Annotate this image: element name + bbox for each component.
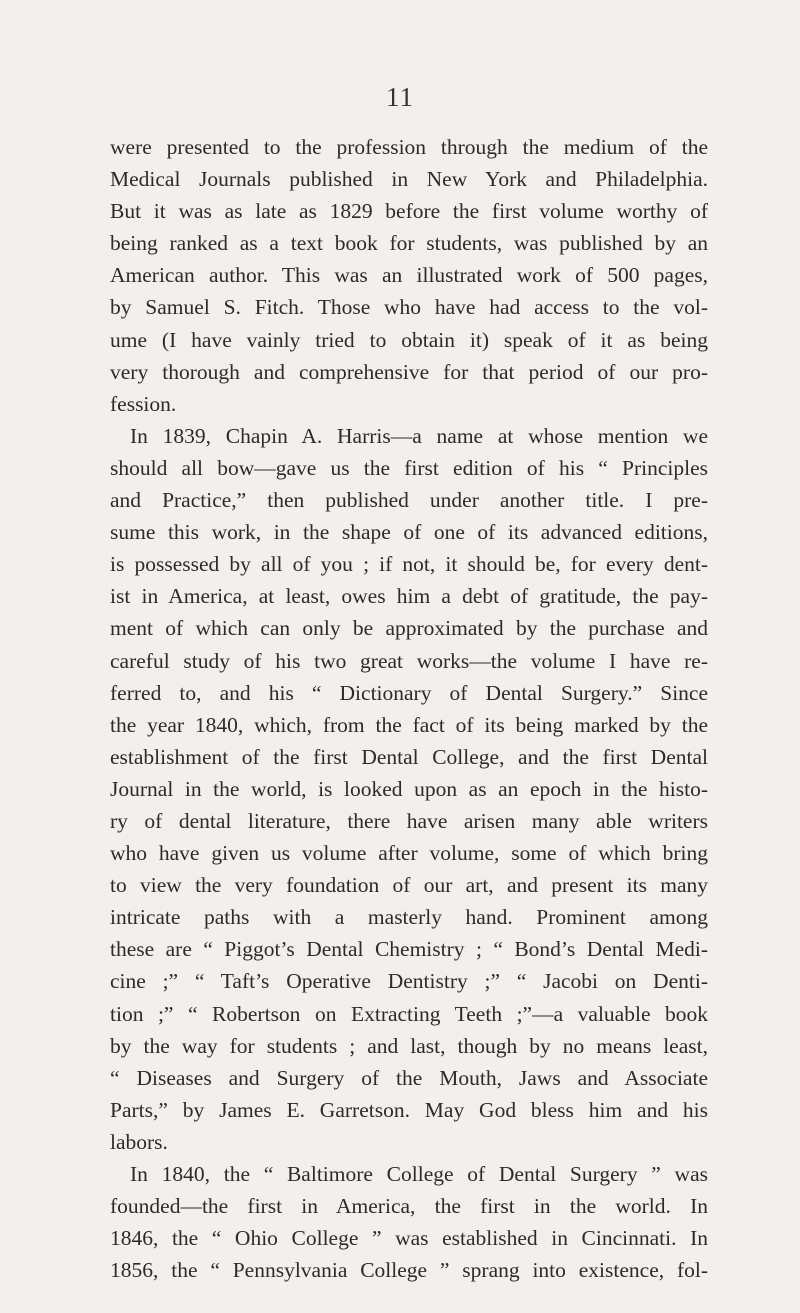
text-line: intricate paths with a masterly hand. Prominent among	[110, 905, 708, 930]
text-line: to view the very foundation of our art, and present its many	[110, 873, 708, 898]
text-line: Medical Journals published in New York and Philadelphia.	[110, 167, 708, 192]
text-line: very thorough and comprehensive for that period of our pro-	[110, 359, 708, 384]
text-line: labors.	[110, 1129, 168, 1154]
text-line: ist in America, at least, owes him a debt of gratitude, the pay-	[110, 584, 708, 609]
text-line: American author. This was an illustrated work of 500 pages,	[110, 263, 708, 288]
text-line: fession.	[110, 391, 177, 416]
text-line: establishment of the first Dental College, and the first Dental	[110, 744, 708, 769]
text-line: 1856, the “ Pennsylvania College ” sprang into existence, fol-	[110, 1258, 708, 1283]
text-line: careful study of his two great works—the volume I have re-	[110, 648, 708, 673]
text-line: “ Diseases and Surgery of the Mouth, Jaws and Associate	[110, 1065, 708, 1090]
text-line: ferred to, and his “ Dictionary of Dental Surgery.” Since	[110, 680, 708, 705]
text-line: sume this work, in the shape of one of its advanced editions,	[110, 520, 708, 545]
text-line: these are “ Piggot’s Dental Chemistry ; “ Bond’s Dental Medi-	[110, 937, 708, 962]
text-line: being ranked as a text book for students, was published by an	[110, 231, 708, 256]
text-line: and Practice,” then published under another title. I pre-	[110, 488, 708, 513]
text-line: ry of dental literature, there have arisen many able writers	[110, 808, 708, 833]
text-line: In 1839, Chapin A. Harris—a name at whose mention we	[130, 423, 708, 448]
text-line: by the way for students ; and last, though by no means least,	[110, 1033, 708, 1058]
text-line: Parts,” by James E. Garretson. May God bless him and his	[110, 1097, 708, 1122]
text-line: founded—the first in America, the first in the world. In	[110, 1194, 708, 1219]
body-text	[110, 131, 708, 1286]
text-line: cine ;” “ Taft’s Operative Dentistry ;” “ Jacobi on Denti-	[110, 969, 708, 994]
text-line: ment of which can only be approximated by the purchase and	[110, 616, 708, 641]
text-line: Journal in the world, is looked upon as an epoch in the histo-	[110, 776, 708, 801]
text-line: 1846, the “ Ohio College ” was established in Cincinnati. In	[110, 1226, 708, 1251]
page-number: 11	[386, 82, 414, 112]
text-line: tion ;” “ Robertson on Extracting Teeth ;”—a valuable book	[110, 1001, 708, 1026]
text-line: who have given us volume after volume, some of which bring	[110, 841, 708, 866]
text-line: ume (I have vainly tried to obtain it) speak of it as being	[110, 327, 708, 352]
text-line: But it was as late as 1829 before the first volume worthy of	[110, 199, 708, 224]
text-line: is possessed by all of you ; if not, it should be, for every dent-	[110, 552, 708, 577]
text-line: should all bow—gave us the first edition of his “ Principles	[110, 455, 708, 480]
text-line: were presented to the profession through the medium of the	[110, 135, 708, 159]
text-line: In 1840, the “ Baltimore College of Dental Surgery ” was	[130, 1162, 708, 1186]
text-line: the year 1840, which, from the fact of its being marked by the	[110, 712, 708, 737]
text-line: by Samuel S. Fitch. Those who have had access to the vol-	[110, 295, 708, 320]
